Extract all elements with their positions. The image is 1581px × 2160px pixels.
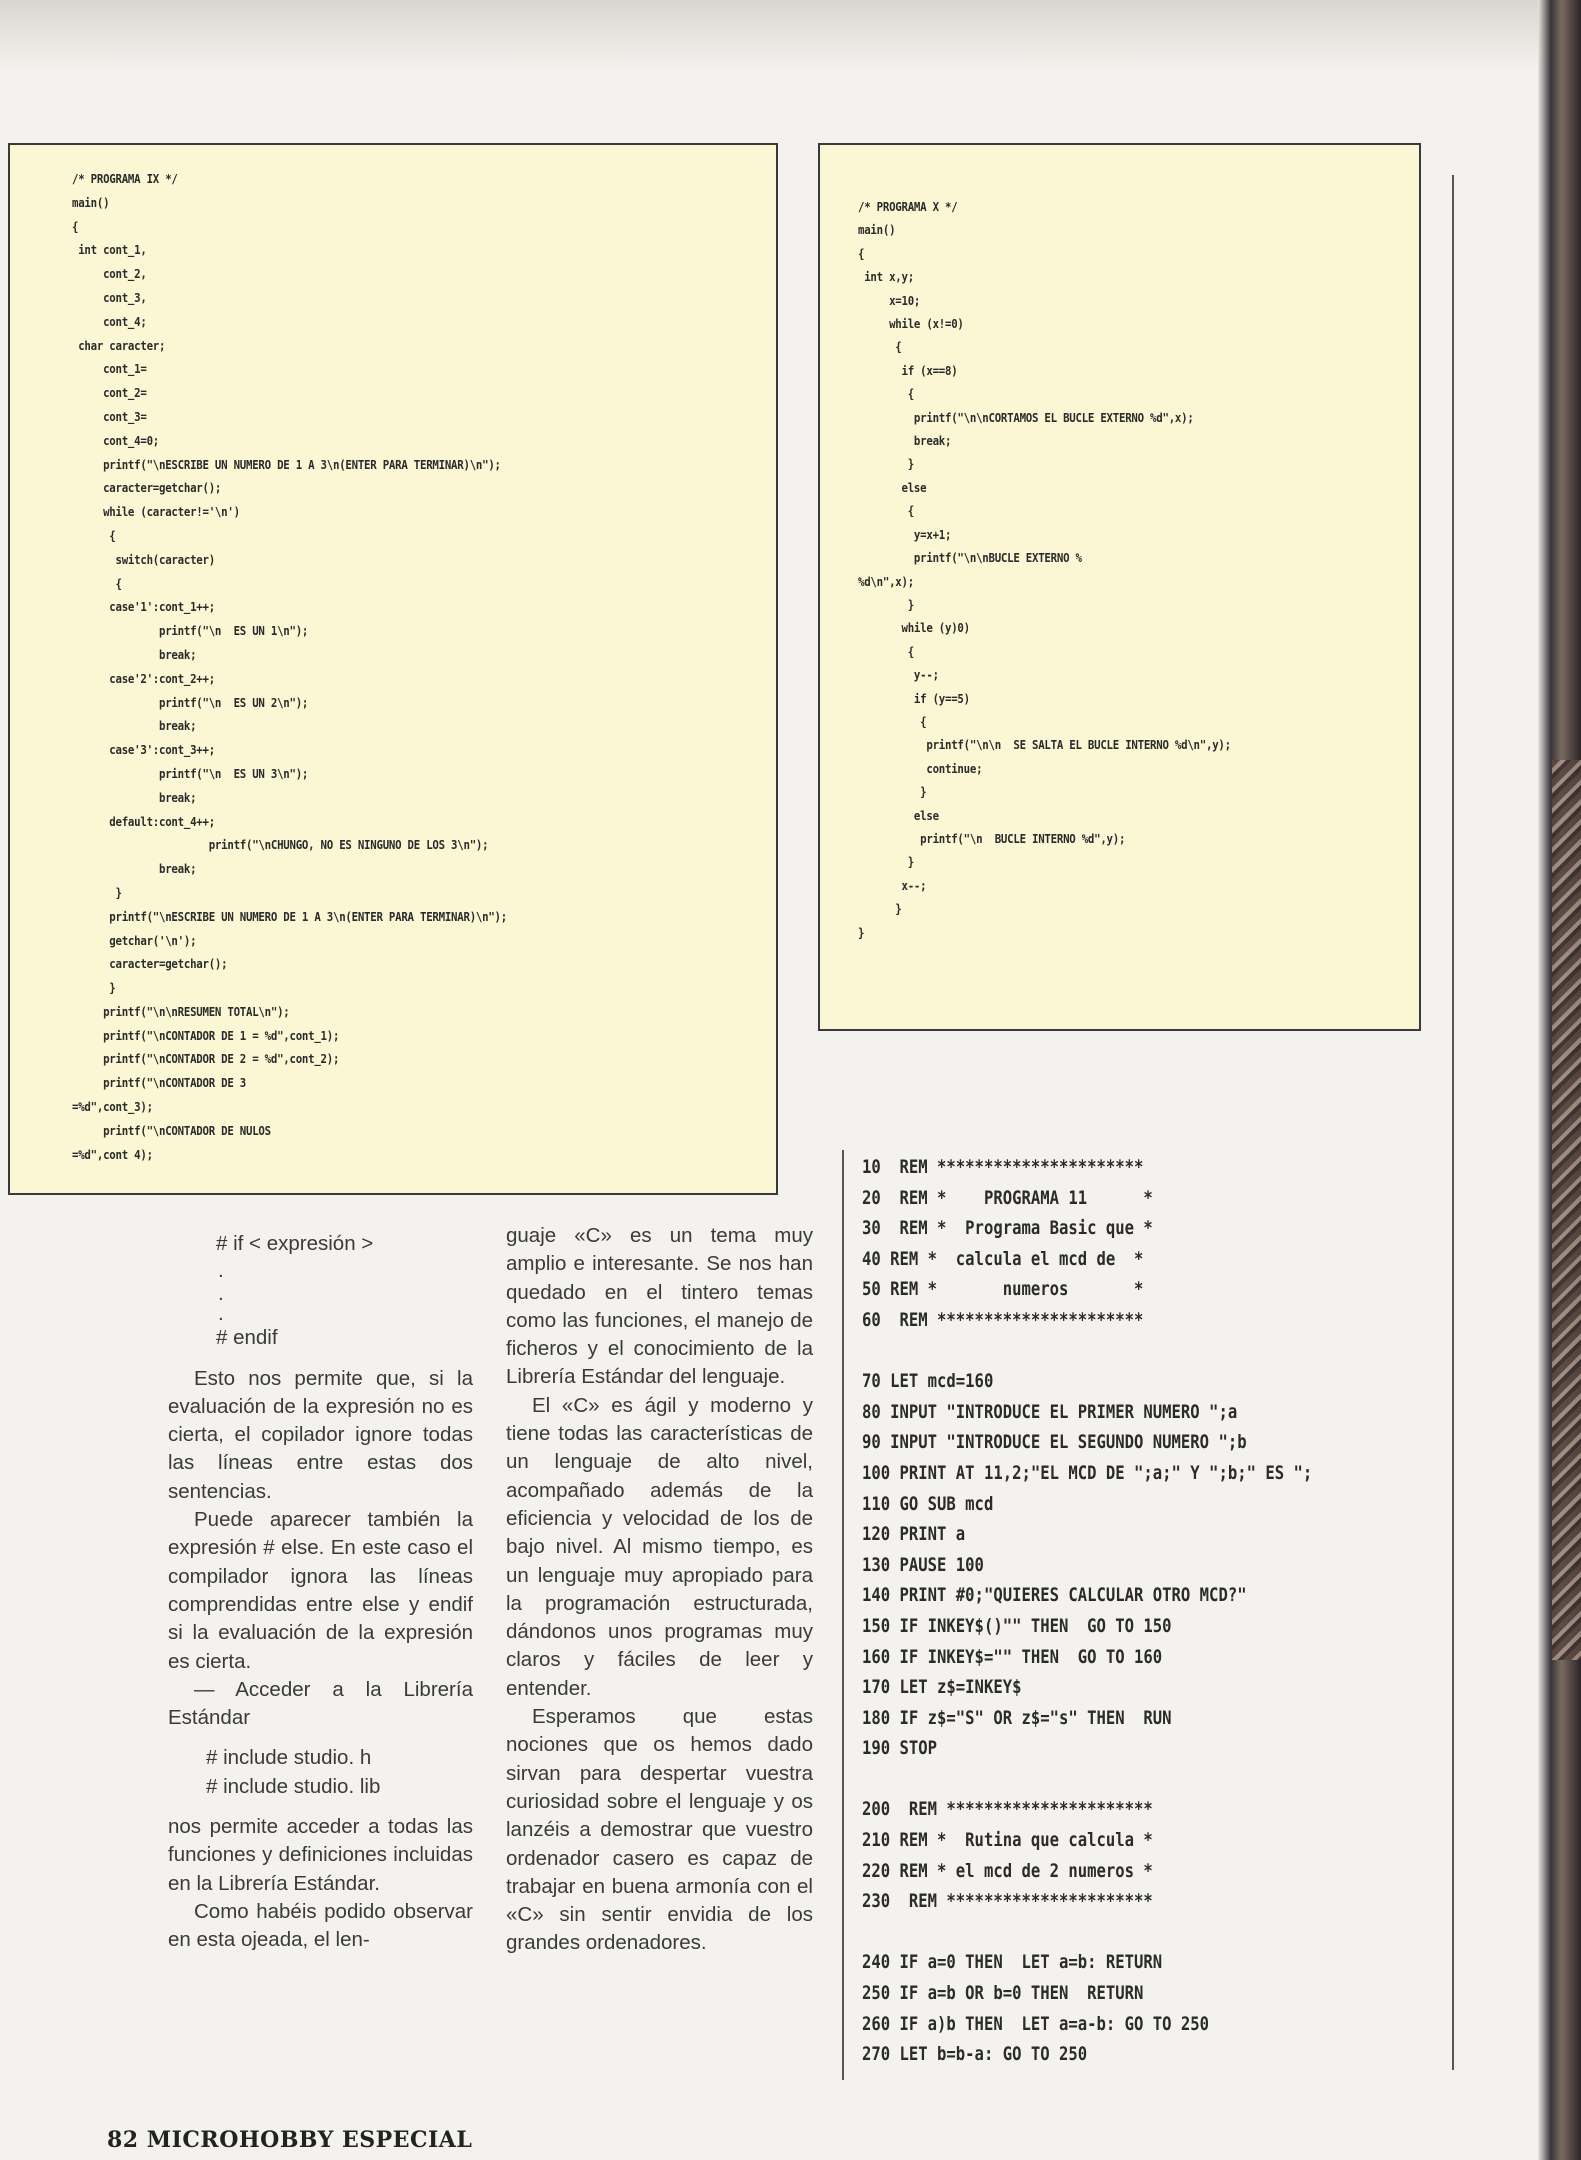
include-directive: # include studio. lib [206,1774,381,1798]
basic-line [862,1764,1312,1795]
code-line: printf("\nESCRIBE UN NUMERO DE 1 A 3\n(ENTER PARA TERMINAR)\n"); [72,456,501,472]
basic-line: 210 REM * Rutina que calcula * [862,1829,1153,1852]
code-line: printf("\nCONTADOR DE 1 = %d",cont_1); [72,1027,340,1043]
code-line: } [72,980,116,996]
paragraph: guaje «C» es un tema muy amplio e interesante. Se nos han quedado en el tintero temas como las funciones, el manejo de ficheros y el conocimiento de la Librería Estándar del lenguaje. [506,1224,813,1389]
ellipsis-dot: . [218,1282,224,1306]
paragraph: Como habéis podido observar en esta ojeada, el len- [168,1899,473,1952]
code-line: case'2':cont_2++; [72,670,215,686]
code-line: { [858,386,914,402]
basic-line: 90 INPUT "INTRODUCE EL SEGUNDO NUMERO ";b [862,1431,1247,1454]
code-basic-programa-11 [862,1152,1312,2070]
basic-line: 110 GO SUB mcd [862,1492,994,1515]
column-divider [1452,175,1454,2070]
code-line: cont_1= [72,361,147,377]
code-line: %d\n",x); [858,573,914,589]
ellipsis-dot: . [218,1259,224,1283]
paragraph: El «C» es ágil y moderno y tiene todas las características de un lenguaje de alto nivel, acompañado además de la eficiencia y velocidad de los de bajo nivel. Al mismo tiempo, es un lenguaje muy apropiado para la programación estructurada, dándonos unos programas muy claros y fáciles de leer y entender. [506,1393,813,1700]
code-line: { [858,503,914,519]
basic-line: 260 IF a)b THEN LET a=a-b: GO TO 250 [862,2012,1210,2035]
code-line: break; [72,646,197,662]
code-line: cont_4; [72,313,147,329]
code-line: } [72,884,122,900]
code-line: break; [72,861,197,877]
code-line: =%d",cont_3); [72,1099,153,1115]
code-line: break; [72,789,197,805]
code-line: printf("\n ES UN 3\n"); [72,765,309,781]
code-line: main() [858,222,896,238]
code-line: case'1':cont_1++; [72,599,215,615]
code-line: { [72,218,79,234]
page-footer: 82 MICROHOBBY ESPECIAL [107,2127,473,2153]
code-programa-ix [72,167,507,1166]
endif-directive: # endif [216,1326,278,1350]
code-line: cont_4=0; [72,432,160,448]
basic-line: 10 REM ********************** [862,1156,1144,1178]
code-line: main() [72,194,110,210]
code-line: continue; [858,760,983,776]
basic-line: 250 IF a=b OR b=0 THEN RETURN [862,1982,1144,2005]
paragraph: Puede aparecer también la expresión # else. En este caso el compilador ignora las líneas comprendidas entre else y endif si la evaluación de la expresión es cierta. [168,1508,473,1673]
code-line: } [858,854,914,870]
code-line: break; [858,433,952,449]
code-line: /* PROGRAMA X */ [858,199,958,214]
code-line: { [72,527,116,543]
code-line: caracter=getchar(); [72,480,222,496]
basic-line [862,1336,1312,1367]
basic-line: 160 IF INKEY$="" THEN GO TO 160 [862,1645,1163,1668]
code-line: y=x+1; [858,526,952,542]
basic-line: 140 PRINT #0;"QUIERES CALCULAR OTRO MCD?" [862,1584,1247,1607]
code-line: printf("\nCONTADOR DE NULOS [72,1122,271,1138]
code-line: { [858,713,927,729]
if-directive: # if < expresión > [216,1232,374,1255]
code-line: while (caracter!='\n') [72,504,240,520]
basic-line: 270 LET b=b-a: GO TO 250 [862,2043,1088,2066]
paragraph: nos permite acceder a todas las funciones y definiciones incluidas en la Librería Estándar. [168,1815,473,1895]
code-line: while (y)0) [858,620,970,636]
spacer [168,1353,473,1365]
code-line: x=10; [858,292,921,308]
code-line: printf("\n ES UN 1\n"); [72,623,309,639]
code-line: printf("\nCONTADOR DE 2 = %d",cont_2); [72,1051,340,1067]
basic-line: 20 REM * PROGRAMA 11 * [862,1186,1153,1209]
code-line: switch(caracter) [72,551,215,567]
basic-line [862,1917,1312,1948]
text-column-2 [506,1222,813,1958]
text-column-1 [168,1230,473,1955]
code-line: printf("\n\nRESUMEN TOTAL\n"); [72,1003,290,1019]
basic-line: 220 REM * el mcd de 2 numeros * [862,1859,1153,1882]
code-line: while (x!=0) [858,316,964,332]
basic-line: 50 REM * numeros * [862,1278,1144,1301]
basic-line: 200 REM ********************** [862,1798,1153,1821]
basic-line: 40 REM * calcula el mcd de * [862,1247,1144,1270]
code-line: x--; [858,877,927,893]
code-line: int x,y; [858,269,914,285]
code-line: break; [72,718,197,734]
basic-line: 150 IF INKEY$()"" THEN GO TO 150 [862,1614,1172,1637]
code-line: =%d",cont 4); [72,1146,153,1162]
code-line: printf("\nCHUNGO, NO ES NINGUNO DE LOS 3\n"); [72,837,489,853]
code-line: printf("\n\n SE SALTA EL BUCLE INTERNO %d\n",y); [858,737,1231,753]
code-line: printf("\nESCRIBE UN NUMERO DE 1 A 3\n(ENTER PARA TERMINAR)\n"); [72,908,507,924]
paragraph: Esperamos que estas nociones que os hemos dado sirvan para despertar vuestra curiosidad sobre el lenguaje y os lanzéis a demostrar que vuestro ordenador casero es capaz de trabajar en buena armonía con el «C» sin sentir envidia de los grandes ordenadores. [506,1705,813,1955]
ellipsis-dot: . [218,1302,224,1326]
code-line: cont_2= [72,385,147,401]
basic-line: 80 INPUT "INTRODUCE EL PRIMER NUMERO ";a [862,1400,1238,1423]
code-line: } [858,456,914,472]
code-line: { [858,643,914,659]
code-line: else [858,479,927,495]
code-line: if (x==8) [858,362,958,378]
code-line: cont_3= [72,408,147,424]
basic-line: 100 PRINT AT 11,2;"EL MCD DE ";a;" Y ";b;" ES "; [862,1461,1313,1484]
page-top-shadow [0,0,1538,70]
code-line: } [858,784,927,800]
code-line: printf("\n\nCORTAMOS EL BUCLE EXTERNO %d",x); [858,409,1194,425]
page-edge-pattern [1552,760,1581,1660]
code-line: printf("\n BUCLE INTERNO %d",y); [858,830,1126,846]
basic-line: 190 STOP [862,1737,938,1760]
code-line: printf("\n ES UN 2\n"); [72,694,309,710]
code-line: } [858,596,914,612]
code-line: printf("\n\nBUCLE EXTERNO % [858,550,1082,566]
code-line: printf("\nCONTADOR DE 3 [72,1075,247,1091]
section-heading: — Acceder a la Librería Estándar [168,1677,473,1730]
basic-line: 60 REM ********************** [862,1308,1144,1331]
code-line: y--; [858,667,939,683]
basic-line: 240 IF a=0 THEN LET a=b: RETURN [862,1951,1163,1974]
code-line: case'3':cont_3++; [72,742,215,758]
code-programa-x [858,195,1231,944]
code-line: getchar('\n'); [72,932,197,948]
include-directive: # include studio. h [206,1746,372,1770]
basic-line: 180 IF z$="S" OR z$="s" THEN RUN [862,1706,1172,1729]
code-line: /* PROGRAMA IX */ [72,171,178,186]
code-line: int cont_1, [72,242,147,258]
code-line: cont_2, [72,266,147,282]
code-line: } [858,901,902,917]
basic-line: 130 PAUSE 100 [862,1553,984,1576]
code-line: cont_3, [72,289,147,305]
listing-programa-x [818,143,1421,1031]
basic-line: 30 REM * Programa Basic que * [862,1217,1153,1240]
code-line: default:cont_4++; [72,813,215,829]
basic-listing-divider [842,1150,844,2080]
code-line: { [72,575,122,591]
code-line: if (y==5) [858,690,970,706]
spacer [168,1801,473,1813]
basic-line: 230 REM ********************** [862,1890,1153,1913]
code-line: { [858,245,865,261]
basic-line: 70 LET mcd=160 [862,1370,994,1393]
code-line: } [858,924,865,940]
code-line: caracter=getchar(); [72,956,228,972]
listing-programa-ix [8,143,778,1195]
basic-line: 170 LET z$=INKEY$ [862,1676,1022,1699]
code-line: else [858,807,939,823]
spacer [168,1732,473,1744]
paragraph: Esto nos permite que, si la evaluación de la expresión no es cierta, el copilador ignore todas las líneas entre estas dos sentencias. [168,1366,473,1503]
code-line: char caracter; [72,337,166,353]
basic-line: 120 PRINT a [862,1523,966,1546]
code-line: { [858,339,902,355]
